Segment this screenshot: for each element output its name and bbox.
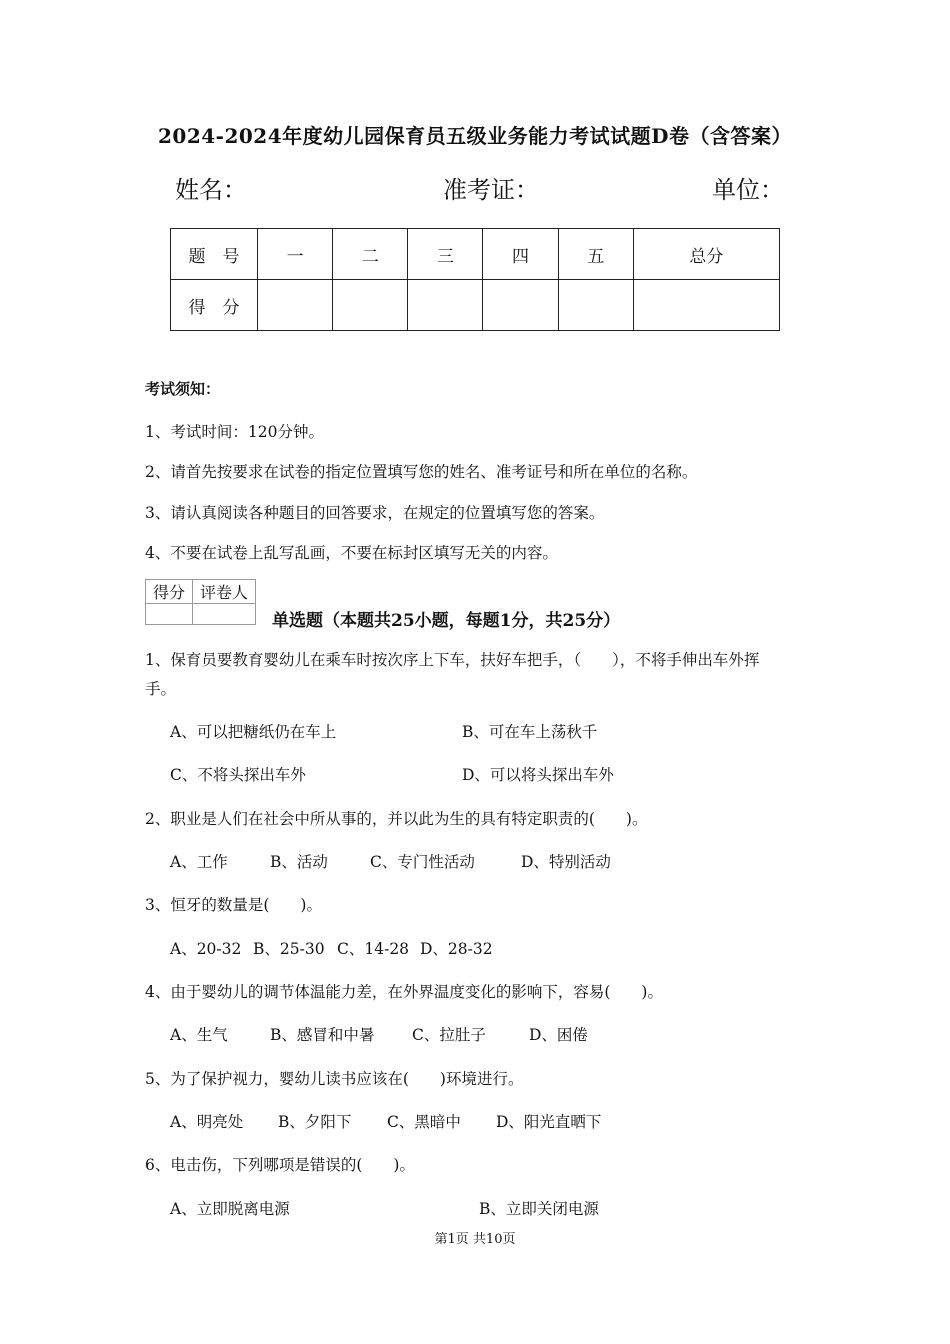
answer-option[interactable]: D、特别活动 xyxy=(521,853,611,871)
grader-score-label: 得分 xyxy=(146,580,193,604)
answer-option[interactable]: D、阳光直晒下 xyxy=(496,1113,602,1131)
page-footer: 第1页 共10页 xyxy=(434,1232,516,1247)
score-input-cell[interactable] xyxy=(258,280,333,331)
answer-option[interactable]: A、立即脱离电源 xyxy=(170,1200,290,1218)
grader-score-cell[interactable] xyxy=(146,604,193,625)
answer-option[interactable]: B、25-30 xyxy=(253,940,325,958)
score-table-cell: 五 xyxy=(558,229,633,280)
score-input-cell[interactable] xyxy=(633,280,779,331)
score-table-cell: 二 xyxy=(333,229,408,280)
answer-option[interactable]: B、夕阳下 xyxy=(278,1113,352,1131)
notice-item: 1、考试时间：120分钟。 xyxy=(145,423,324,441)
score-table-cell: 题 号 xyxy=(171,229,258,280)
unit-field-label: 单位： xyxy=(712,176,784,204)
section-title: 单选题（本题共25小题，每题1分，共25分） xyxy=(272,611,621,631)
question-stem: 3、恒牙的数量是( )。 xyxy=(145,896,322,914)
score-table-header-row xyxy=(171,229,780,280)
question-stem: 2、职业是人们在社会中所从事的，并以此为生的具有特定职责的( )。 xyxy=(145,810,648,828)
grader-reviewer-label: 评卷人 xyxy=(193,580,256,604)
name-field-label: 姓名： xyxy=(175,176,247,204)
score-input-cell[interactable] xyxy=(483,280,558,331)
answer-option[interactable]: A、可以把糖纸仍在车上 xyxy=(170,723,337,741)
answer-option[interactable]: B、感冒和中暑 xyxy=(270,1026,375,1044)
answer-option[interactable]: A、明亮处 xyxy=(170,1113,244,1131)
score-table-cell: 三 xyxy=(408,229,483,280)
grader-table xyxy=(145,579,256,625)
answer-option[interactable]: C、拉肚子 xyxy=(412,1026,486,1044)
answer-option[interactable]: A、20-32 xyxy=(170,940,242,958)
score-table-score-row xyxy=(171,280,780,331)
score-table-cell: 一 xyxy=(258,229,333,280)
answer-option[interactable]: D、28-32 xyxy=(420,940,493,958)
score-input-cell[interactable] xyxy=(408,280,483,331)
question-stem: 5、为了保护视力，婴幼儿读书应该在( )环境进行。 xyxy=(145,1070,524,1088)
score-table-cell: 四 xyxy=(483,229,558,280)
answer-option[interactable]: D、可以将头探出车外 xyxy=(462,766,614,784)
exam-id-field-label: 准考证： xyxy=(443,176,539,204)
question-stem: 4、由于婴幼儿的调节体温能力差，在外界温度变化的影响下，容易( )。 xyxy=(145,983,663,1001)
answer-option[interactable]: D、困倦 xyxy=(529,1026,588,1044)
score-table xyxy=(170,228,780,331)
question-stem: 手。 xyxy=(145,680,177,698)
answer-option[interactable]: B、活动 xyxy=(270,853,328,871)
grader-reviewer-cell[interactable] xyxy=(193,604,256,625)
answer-option[interactable]: A、生气 xyxy=(170,1026,228,1044)
answer-option[interactable]: A、工作 xyxy=(170,853,228,871)
answer-option[interactable]: C、不将头探出车外 xyxy=(170,766,306,784)
answer-option[interactable]: B、立即关闭电源 xyxy=(479,1200,599,1218)
notice-heading: 考试须知： xyxy=(145,380,221,398)
question-stem: 6、电击伤，下列哪项是错误的( )。 xyxy=(145,1156,415,1174)
score-table-cell: 得 分 xyxy=(171,280,258,331)
answer-option[interactable]: C、黑暗中 xyxy=(387,1113,461,1131)
notice-item: 3、请认真阅读各种题目的回答要求，在规定的位置填写您的答案。 xyxy=(145,504,605,522)
notice-item: 2、请首先按要求在试卷的指定位置填写您的姓名、准考证号和所在单位的名称。 xyxy=(145,463,698,481)
page-title: 2024-2024年度幼儿园保育员五级业务能力考试试题D卷（含答案） xyxy=(158,124,792,148)
notice-item: 4、不要在试卷上乱写乱画，不要在标封区填写无关的内容。 xyxy=(145,544,558,562)
answer-option[interactable]: B、可在车上荡秋千 xyxy=(462,723,598,741)
answer-option[interactable]: C、14-28 xyxy=(337,940,410,958)
answer-option[interactable]: C、专门性活动 xyxy=(370,853,475,871)
score-input-cell[interactable] xyxy=(558,280,633,331)
score-input-cell[interactable] xyxy=(333,280,408,331)
question-stem: 1、保育员要教育婴幼儿在乘车时按次序上下车，扶好车把手，（ ），不将手伸出车外挥 xyxy=(145,651,760,669)
score-table-cell: 总分 xyxy=(633,229,779,280)
